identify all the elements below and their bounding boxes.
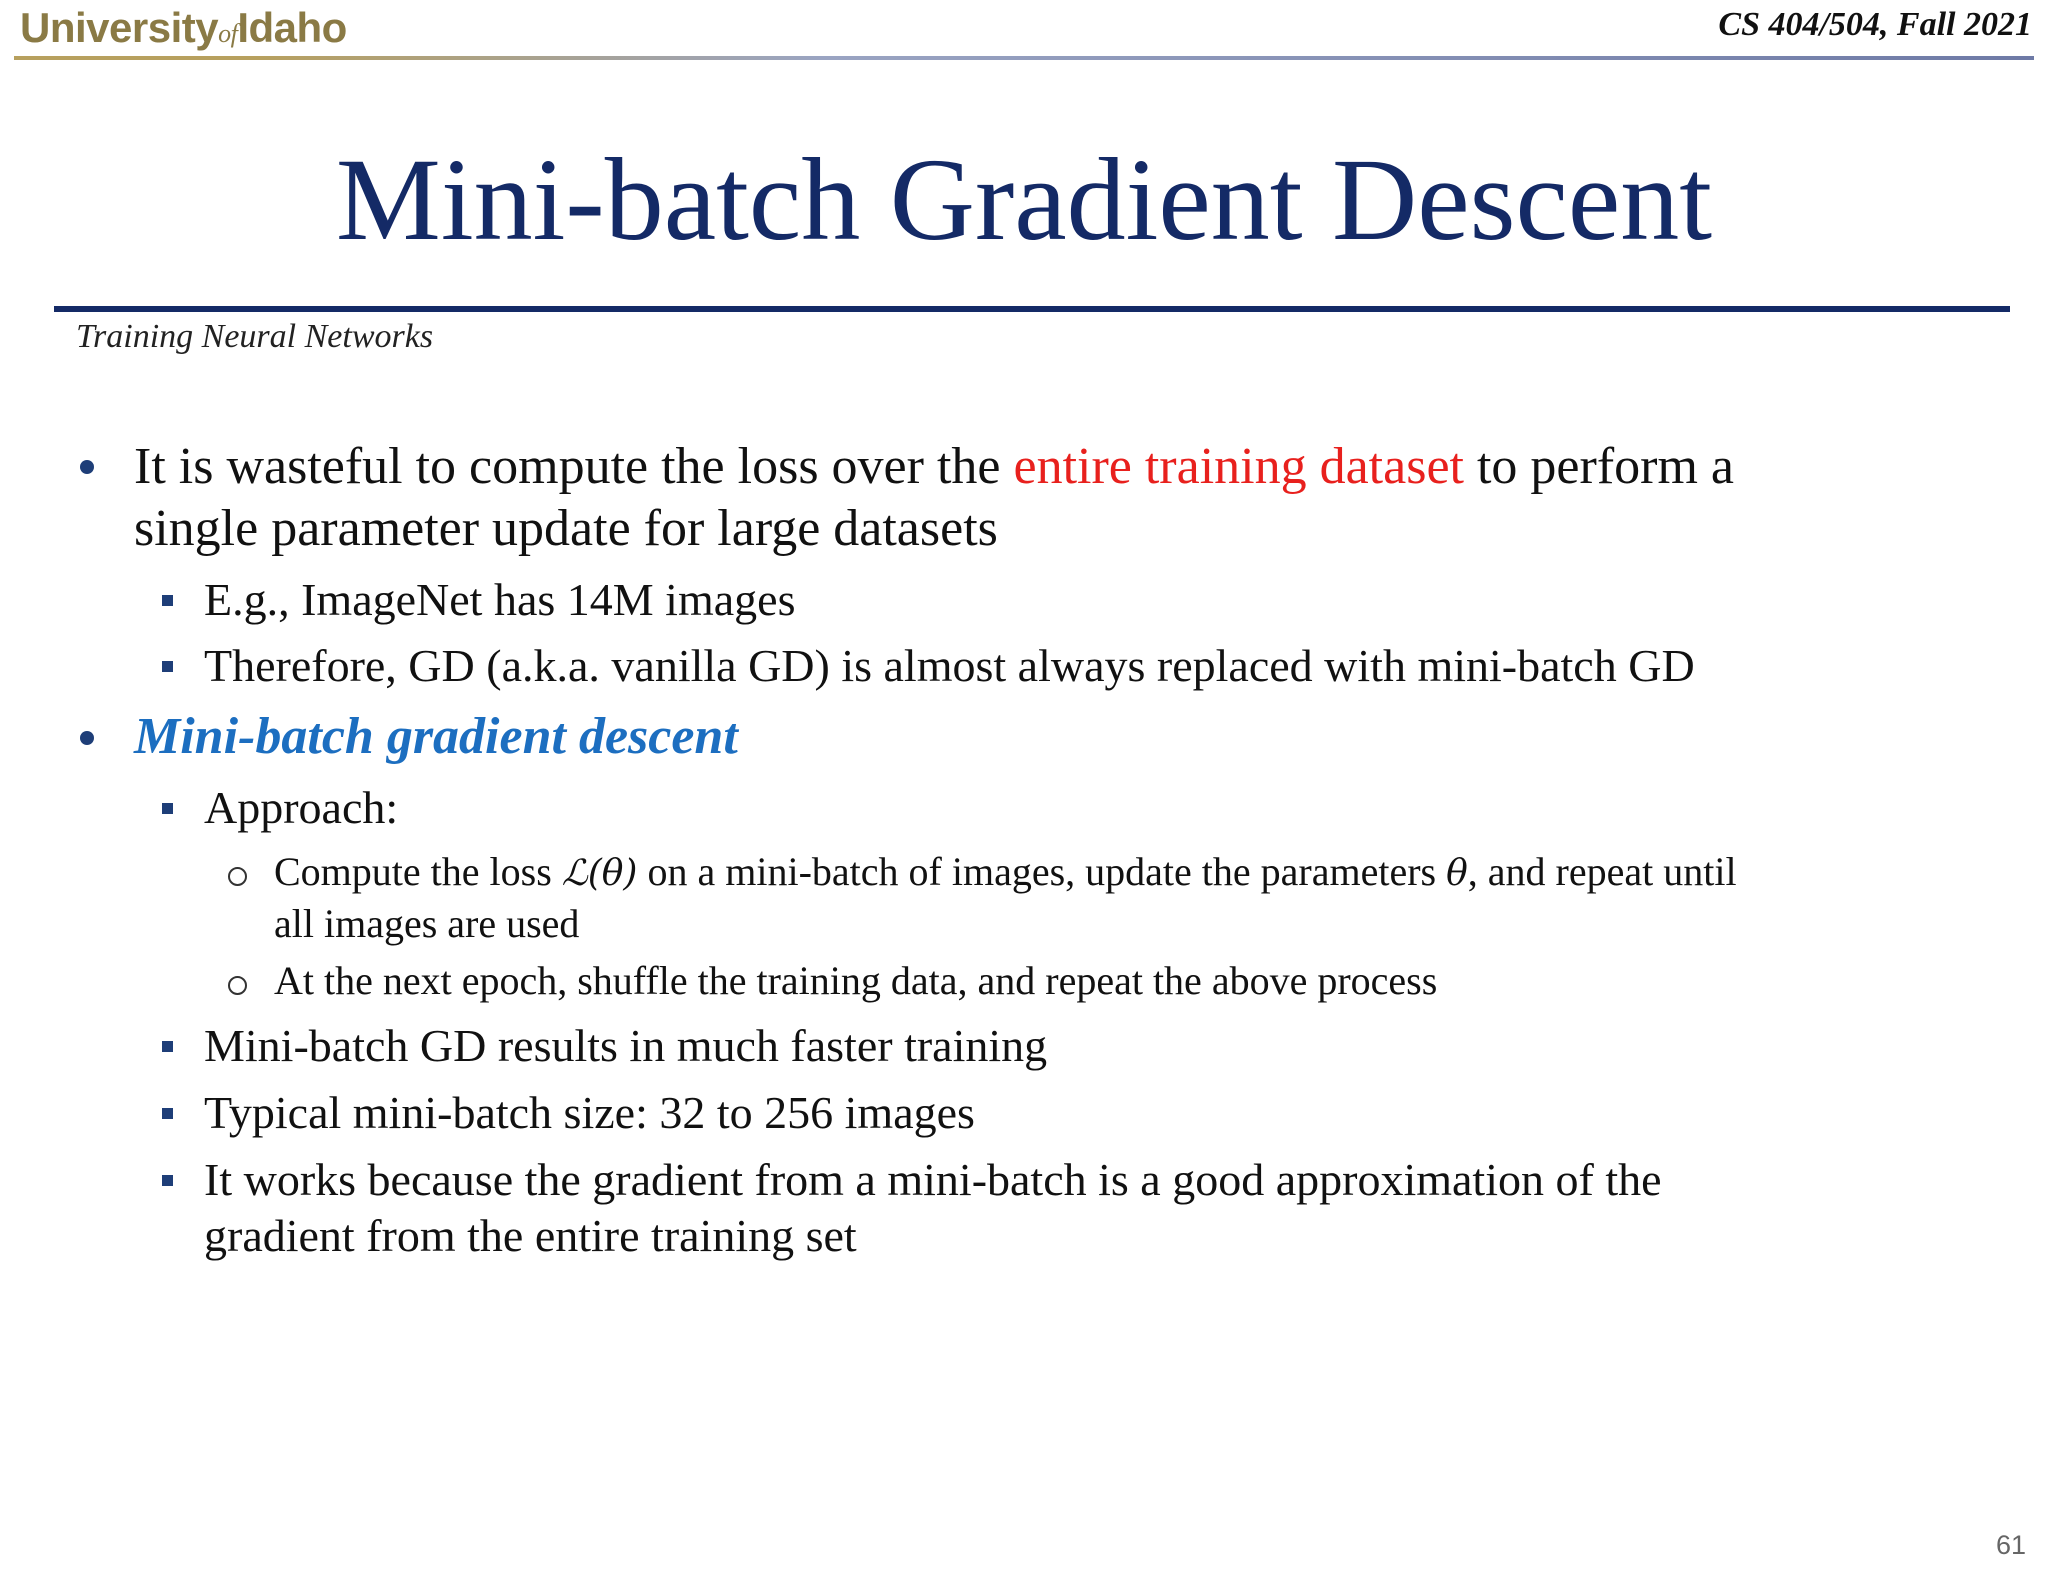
approach-step-shuffle: At the next epoch, shuffle the training data, and repeat the above process bbox=[274, 958, 1438, 1003]
sub-bullet-icon bbox=[162, 1175, 173, 1186]
sub-bullet-vanilla-gd: Therefore, GD (a.k.a. vanilla GD) is almost always replaced with mini-batch GD bbox=[204, 640, 1695, 691]
sub-bullet-icon bbox=[162, 595, 173, 606]
page-number: 61 bbox=[1995, 1530, 2026, 1560]
bullet-icon bbox=[80, 731, 94, 745]
course-label: CS 404/504, Fall 2021 bbox=[1718, 6, 2032, 43]
sub-bullet-icon bbox=[162, 661, 173, 672]
circle-bullet-icon bbox=[228, 867, 247, 886]
logo-text-university: University bbox=[20, 4, 219, 51]
title-divider bbox=[54, 306, 2010, 312]
sub-bullet-icon bbox=[162, 1041, 173, 1052]
sub-bullet-approach: Approach: bbox=[204, 782, 399, 833]
slide-title: Mini-batch Gradient Descent bbox=[335, 134, 1713, 265]
section-label: Training Neural Networks bbox=[76, 318, 434, 355]
sub-bullet-icon bbox=[162, 803, 173, 814]
header-divider bbox=[14, 56, 2034, 60]
step-text-end: , and repeat until bbox=[1467, 849, 1737, 894]
approach-step-compute-loss bbox=[274, 847, 2014, 949]
sub-bullet-why-it-works bbox=[204, 1152, 2024, 1264]
sub-bullet-batch-size: Typical mini-batch size: 32 to 256 images bbox=[204, 1087, 975, 1138]
why-line2: gradient from the entire training set bbox=[204, 1210, 857, 1261]
bullet-1-text-line2: single parameter update for large datasets bbox=[134, 500, 998, 557]
bullet-1-text-end: to perform a bbox=[1463, 438, 1734, 495]
logo-text-of: of bbox=[218, 19, 238, 48]
highlight-entire-training-dataset: entire training dataset bbox=[1013, 438, 1464, 495]
sub-bullet-icon bbox=[162, 1108, 173, 1119]
theta-symbol: θ bbox=[1446, 853, 1468, 894]
why-line1: It works because the gradient from a mini-batch is a good approximation of the bbox=[204, 1154, 1662, 1205]
bullet-1-text bbox=[134, 436, 2014, 560]
sub-bullet-faster-training: Mini-batch GD results in much faster training bbox=[204, 1020, 1048, 1071]
step-text-middle: on a mini-batch of images, update the parameters bbox=[637, 849, 1447, 894]
step-text-line2: all images are used bbox=[274, 901, 580, 946]
logo-text-idaho: Idaho bbox=[237, 4, 347, 51]
bullet-icon bbox=[80, 460, 94, 474]
loss-formula: ℒ(θ) bbox=[561, 853, 638, 894]
bullet-2-title: Mini-batch gradient descent bbox=[134, 708, 738, 765]
sub-bullet-imagenet: E.g., ImageNet has 14M images bbox=[204, 574, 796, 625]
bullet-1-text-start: It is wasteful to compute the loss over the bbox=[134, 438, 1014, 495]
circle-bullet-icon bbox=[228, 976, 247, 995]
university-of-idaho-logo bbox=[20, 4, 347, 52]
step-text-start: Compute the loss bbox=[274, 849, 562, 894]
